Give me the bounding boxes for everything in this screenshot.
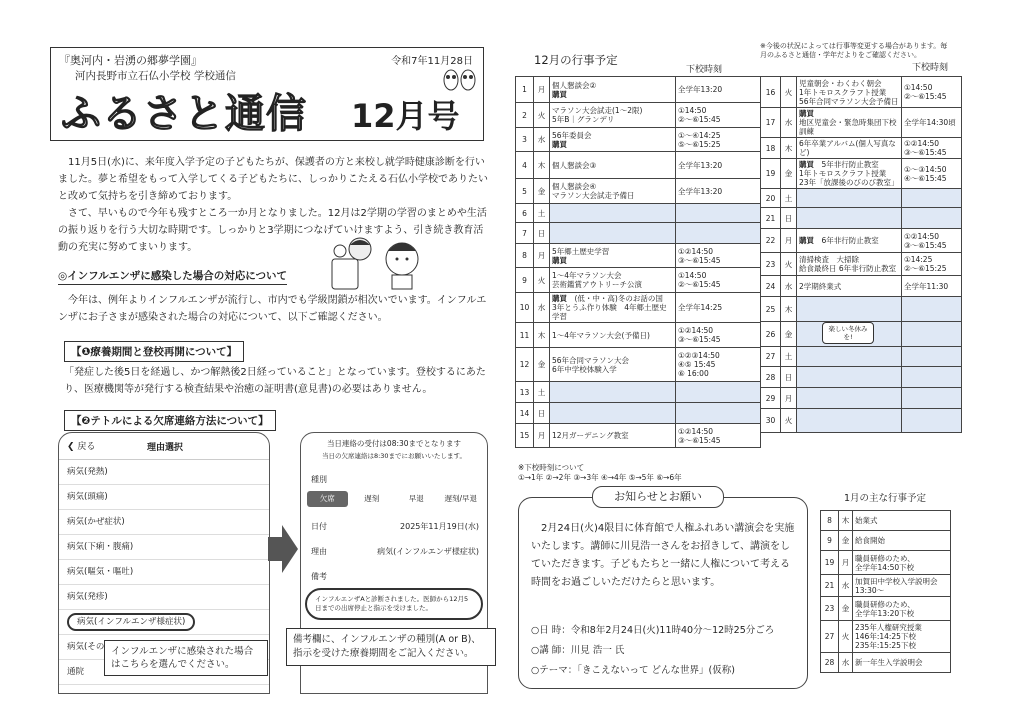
day-number: 2	[516, 103, 534, 128]
weekday: 月	[781, 229, 797, 253]
january-title: 1月の主な行事予定	[844, 493, 927, 504]
day-number: 22	[761, 229, 781, 253]
weekday: 金	[534, 179, 550, 204]
event-cell	[550, 382, 676, 403]
dismissal-time-cell: 全学年14:30頃	[902, 108, 962, 138]
type-absent-button[interactable]: 欠席	[307, 491, 348, 507]
dismissal-time-cell: ①②14:50 ③～⑥15:45	[902, 138, 962, 159]
day-number: 12	[516, 348, 534, 382]
arrow-right-icon	[268, 525, 298, 573]
issue-month: 12月号	[351, 97, 460, 135]
back-label: 戻る	[77, 442, 96, 452]
winter-break-sign: 楽しい冬休みを!	[822, 322, 874, 344]
notice-title: お知らせとお願い	[592, 486, 724, 508]
event-cell	[797, 208, 902, 229]
dismissal-time-cell: ①②14:50 ③～⑥15:45	[676, 424, 761, 448]
calendar-row	[516, 403, 761, 424]
dismissal-time-cell: ①②14:50 ③～⑥15:45	[676, 244, 761, 268]
weekday: 金	[781, 322, 797, 347]
day-number: 28	[761, 367, 781, 388]
weekday: 木	[534, 323, 550, 348]
event-cell: 給食開始	[853, 531, 951, 551]
dismissal-time-cell: 全学年13:20	[676, 179, 761, 204]
recovery-paragraph: 「発症した後5日を経過し、かつ解熱後2日経っていること」となっています。登校するにあたり、医療機関等が発行する検査結果や治癒の証明書(意見書)の必要はありません。	[64, 367, 486, 395]
calendar-row	[516, 103, 761, 128]
masthead	[50, 47, 484, 141]
dismissal-time-cell: ①14:50 ②～⑥15:45	[902, 77, 962, 108]
dismissal-time-cell: ①②14:50 ③～⑥15:45	[902, 229, 962, 253]
dismissal-time-cell	[902, 208, 962, 229]
weekday: 日	[534, 403, 550, 424]
notice-date: ○日 時：令和8年2月24日(火)11時40分～12時25分ごろ	[531, 625, 775, 636]
deadline-notice: 当日連絡の受付は08:30までとなります	[326, 439, 462, 448]
event-cell: 購買 5年非行防止教室 1年トモロスクラフト授業 23年「放課後のびのび教室」	[797, 159, 902, 189]
january-row	[821, 531, 951, 551]
day-number: 16	[761, 77, 781, 108]
reason-value[interactable]: 病気(インフルエンザ様症状)	[377, 547, 479, 556]
type-label: 種別	[311, 475, 327, 484]
calendar-row	[761, 367, 962, 388]
dismissal-time-cell: 全学年11:30	[902, 276, 962, 297]
event-cell	[797, 409, 902, 433]
event-cell: 購買 6年非行防止教室	[797, 229, 902, 253]
january-row	[821, 597, 951, 621]
calendar-row	[761, 208, 962, 229]
calendar-row	[516, 204, 761, 223]
schedule-change-note: ※今後の状況によっては行事等変更する場合があります。毎月のふるさと通信・学年だよりをご確認ください。	[760, 42, 948, 59]
weekday: 土	[534, 204, 550, 223]
intro-paragraph-1: 11月5日(水)に、来年度入学予定の子どもたちが、保護者の方と来校し就学時健康診断を行いました。夢と希望をもって入学してくる子どもたちに、しっかりこたえる石仏小学校でありたいと改めて気持ちを引き締めております。	[58, 157, 488, 202]
event-cell: 購買 地区児童会・緊急時集団下校訓練	[797, 108, 902, 138]
notice-body: 2月24日(火)4限目に体育館で人権ふれあい講演会を実施いたします。講師に川見浩一さんをお招きして、講演をしていただきます。子どもたちと一緒に人権について考える時間をお過ごしいただけたらと思います。	[531, 523, 795, 588]
event-cell: 5年郷土歴史学習 購買	[550, 244, 676, 268]
dismissal-time-cell: ①②③14:50 ④⑤ 15:45 ⑥ 16:00	[676, 348, 761, 382]
calendar-row	[516, 128, 761, 152]
event-cell: 1～4年マラソン大会 芸術鑑賞アウトリーチ公演	[550, 268, 676, 293]
event-cell: 1～4年マラソン大会(予備日)	[550, 323, 676, 348]
dismissal-footnote-legend: ①→1年 ②→2年 ③→3年 ④→4年 ⑤→5年 ⑥→6年	[518, 473, 682, 482]
day-number: 8	[821, 511, 839, 531]
calendar-row	[516, 152, 761, 179]
calendar-row	[761, 409, 962, 433]
recovery-heading: 【❶療養期間と登校再開について】	[64, 341, 244, 362]
weekday: 月	[839, 551, 853, 575]
type-late-early-button[interactable]: 遅刻/早退	[444, 494, 478, 503]
weekday: 土	[781, 189, 797, 208]
dismissal-time-cell: ①～④14:25 ⑤～⑥15:25	[676, 128, 761, 152]
day-number: 19	[761, 159, 781, 189]
school-tagline: 『奥河内・岩湧の郷夢学園』	[59, 54, 202, 67]
event-cell	[797, 347, 902, 367]
event-cell: 新一年生入学説明会	[853, 653, 951, 673]
calendar-row	[516, 244, 761, 268]
dismissal-time-cell	[676, 403, 761, 424]
december-calendar-left	[515, 76, 761, 448]
reason-option[interactable]: 病気(発熱)	[59, 460, 269, 485]
calendar-row	[516, 424, 761, 448]
memo-label: 備考	[311, 572, 327, 581]
dismissal-time-cell: 全学年14:25	[676, 293, 761, 323]
calendar-row	[516, 179, 761, 204]
weekday: 水	[781, 108, 797, 138]
day-number: 18	[761, 138, 781, 159]
memo-field[interactable]: インフルエンザAと診断されました。医師から12月5日までの出席停止と指示を受けました。	[305, 588, 483, 620]
event-cell: 2学期終業式	[797, 276, 902, 297]
day-number: 14	[516, 403, 534, 424]
notice-box	[518, 497, 808, 689]
calendar-row	[761, 229, 962, 253]
issue-date: 令和7年11月28日	[391, 56, 473, 67]
day-number: 4	[516, 152, 534, 179]
reason-option[interactable]: 病気(その	[59, 635, 269, 660]
weekday: 金	[839, 597, 853, 621]
day-number: 6	[516, 204, 534, 223]
type-early-leave-button[interactable]: 早退	[408, 494, 424, 503]
weekday: 土	[534, 382, 550, 403]
back-button[interactable]	[67, 439, 95, 452]
event-cell: 個人懇談会④ マラソン大会試走予備日	[550, 179, 676, 204]
type-late-button[interactable]: 遅刻	[364, 494, 380, 503]
reason-option[interactable]: 病気(かぜ症状)	[59, 510, 269, 535]
day-number: 15	[516, 424, 534, 448]
weekday: 月	[781, 388, 797, 409]
event-cell: 加賀田中学校入学説明会 13:30～	[853, 575, 951, 597]
dismissal-time-cell	[676, 204, 761, 223]
weekday: 水	[781, 276, 797, 297]
weekday: 月	[534, 244, 550, 268]
calendar-row	[761, 253, 962, 276]
health-check-illustration	[312, 235, 427, 293]
date-label: 日付	[311, 522, 327, 531]
december-calendar-right	[760, 76, 962, 433]
event-cell: 職員研修のため、 全学年14:50下校	[853, 551, 951, 575]
weekday: 火	[781, 77, 797, 108]
memo-callout: 備考欄に、インフルエンザの種別(A or B)、指示を受けた療養期間をご記入ください。	[286, 628, 496, 666]
screen-title: 理由選択	[147, 443, 184, 453]
day-number: 26	[761, 322, 781, 347]
calendar-row	[761, 108, 962, 138]
weekday: 土	[781, 347, 797, 367]
dismissal-footnote-title: ※下校時刻について	[518, 463, 585, 472]
event-cell: 購買 (低・中・高)冬のお話の国 3年とうふ作り体験 4年郷土歴史学習	[550, 293, 676, 323]
absence-contact-heading: 【❷テトルによる欠席連絡方法について】	[64, 410, 276, 431]
reason-option[interactable]: 病気(下痢・腹痛)	[59, 535, 269, 560]
event-cell: 56年委員会 購買	[550, 128, 676, 152]
dismissal-time-cell: ①～③14:50 ④～⑥15:45	[902, 159, 962, 189]
reason-option[interactable]: 病気(頭痛)	[59, 485, 269, 510]
dismissal-time-cell: ①14:50 ②～⑥15:45	[676, 103, 761, 128]
event-cell: 個人懇談会② 購買	[550, 77, 676, 103]
event-cell: 児童朝会・わくわく朝会 1年トモロスクラフト授業 56年合同マラソン大会予備日	[797, 77, 902, 108]
event-cell: 清掃検査 大掃除 給食最終日 6年非行防止教室	[797, 253, 902, 276]
dismissal-time-cell: ①②14:50 ③～⑥15:45	[676, 323, 761, 348]
event-cell: 56年合同マラソン大会 6年中学校体験入学	[550, 348, 676, 382]
notice-theme: ○テーマ：「きこえないって どんな世界」(仮称)	[531, 665, 735, 676]
january-schedule	[820, 510, 951, 673]
day-number: 17	[761, 108, 781, 138]
dismissal-time-cell: ①14:25 ②～⑥15:25	[902, 253, 962, 276]
calendar-row	[761, 77, 962, 108]
day-number: 28	[821, 653, 839, 673]
calendar-row	[516, 348, 761, 382]
day-number: 23	[821, 597, 839, 621]
calendar-row	[761, 189, 962, 208]
event-cell: 個人懇談会③	[550, 152, 676, 179]
day-number: 3	[516, 128, 534, 152]
reason-option[interactable]: 病気(発疹)	[59, 585, 269, 610]
weekday: 日	[781, 367, 797, 388]
calendar-row	[761, 347, 962, 367]
dismissal-time-cell	[676, 382, 761, 403]
reason-option-influenza[interactable]	[59, 610, 269, 635]
weekday: 木	[534, 152, 550, 179]
calendar-row	[516, 323, 761, 348]
weekday: 水	[534, 293, 550, 323]
weekday: 木	[781, 138, 797, 159]
day-number: 21	[821, 575, 839, 597]
dismissal-time-cell: 全学年13:20	[676, 77, 761, 103]
newsletter-title: ふるさと通信	[61, 90, 307, 137]
event-cell	[550, 223, 676, 244]
dismissal-time-cell	[902, 347, 962, 367]
calendar-row	[761, 276, 962, 297]
event-cell	[797, 189, 902, 208]
day-number: 20	[761, 189, 781, 208]
weekday: 火	[534, 103, 550, 128]
weekday: 月	[534, 424, 550, 448]
january-row	[821, 653, 951, 673]
weekday: 木	[781, 297, 797, 322]
day-number: 7	[516, 223, 534, 244]
weekday: 水	[839, 653, 853, 673]
day-number: 27	[761, 347, 781, 367]
dismissal-time-header-left: 下校時刻	[686, 65, 723, 75]
intro-paragraph-2: さて、早いもので今年も残すところ一か月となりました。12月は2学期の学習のまとめや生活の振り返りを行う大切な時期です。しっかりと3学期につなげていけますよう、引き続き教育活動の充実に努めてまいります。	[58, 208, 487, 253]
dismissal-time-cell: 全学年13:20	[676, 152, 761, 179]
dismissal-time-cell	[902, 189, 962, 208]
calendar-row	[516, 223, 761, 244]
weekday: 金	[781, 159, 797, 189]
event-cell	[797, 388, 902, 409]
january-row	[821, 621, 951, 653]
december-title: 12月の行事予定	[534, 53, 618, 67]
weekday: 火	[534, 268, 550, 293]
date-value[interactable]: 2025年11月19日(水)	[400, 522, 479, 531]
calendar-row	[761, 159, 962, 189]
weekday: 火	[781, 253, 797, 276]
school-name: 河内長野市立石仏小学校 学校通信	[75, 70, 236, 82]
influenza-option-label: 病気(インフルエンザ様症状)	[67, 613, 195, 631]
day-number: 21	[761, 208, 781, 229]
influenza-callout: インフルエンザに感染された場合はこちらを選んでください。	[104, 640, 268, 676]
reason-label: 理由	[311, 547, 327, 556]
event-cell: 始業式	[853, 511, 951, 531]
weekday: 日	[534, 223, 550, 244]
day-number: 8	[516, 244, 534, 268]
dismissal-time-cell	[902, 409, 962, 433]
event-cell: 235年人権研究授業 146年:14:25下校 235年:15:25下校	[853, 621, 951, 653]
day-number: 23	[761, 253, 781, 276]
january-row	[821, 511, 951, 531]
weekday: 日	[781, 208, 797, 229]
dismissal-time-cell	[902, 367, 962, 388]
calendar-row	[516, 382, 761, 403]
reason-option[interactable]: 通院	[59, 660, 269, 685]
event-cell: 12月ガーデニング教室	[550, 424, 676, 448]
reason-option[interactable]: 病気(嘔気・嘔吐)	[59, 560, 269, 585]
calendar-row	[516, 268, 761, 293]
day-number: 25	[761, 297, 781, 322]
day-number: 1	[516, 77, 534, 103]
calendar-row	[761, 297, 962, 322]
weekday: 金	[534, 348, 550, 382]
dismissal-time-cell: ①14:50 ②～⑥15:45	[676, 268, 761, 293]
january-row	[821, 575, 951, 597]
owl-icon	[443, 66, 477, 92]
event-cell: 6年卒業アルバム(個人写真など)	[797, 138, 902, 159]
dismissal-time-cell	[676, 223, 761, 244]
dismissal-time-cell	[902, 388, 962, 409]
dismissal-time-cell	[902, 297, 962, 322]
deadline-subnotice: 当日の欠席連絡は8:30までにお願いいたします。	[321, 452, 467, 460]
weekday: 火	[781, 409, 797, 433]
event-cell	[550, 204, 676, 223]
weekday: 水	[839, 575, 853, 597]
day-number: 29	[761, 388, 781, 409]
day-number: 10	[516, 293, 534, 323]
chevron-left-icon: ❮	[67, 442, 75, 452]
day-number: 9	[821, 531, 839, 551]
day-number: 19	[821, 551, 839, 575]
flu-intro	[58, 292, 488, 326]
calendar-row	[516, 293, 761, 323]
calendar-row	[516, 77, 761, 103]
dismissal-time-cell	[902, 322, 962, 347]
flu-paragraph-1: 今年は、例年よりインフルエンザが流行し、市内でも学級閉鎖が相次いでいます。インフルエンザにお子さまが感染された場合の対応について、以下ご確認ください。	[58, 295, 487, 323]
event-cell: マラソン大会試走(1～2限) 5年B｜グランデリ	[550, 103, 676, 128]
recovery-section	[64, 364, 488, 398]
event-cell	[550, 403, 676, 424]
weekday: 木	[839, 511, 853, 531]
event-cell: 職員研修のため、 全学年13:20下校	[853, 597, 951, 621]
day-number: 24	[761, 276, 781, 297]
flu-heading: ◎インフルエンザに感染した場合の対応について	[58, 268, 287, 285]
day-number: 5	[516, 179, 534, 204]
day-number: 30	[761, 409, 781, 433]
weekday: 金	[839, 531, 853, 551]
event-cell	[797, 367, 902, 388]
day-number: 11	[516, 323, 534, 348]
notice-speaker: ○講 師：川見 浩一 氏	[531, 645, 625, 656]
calendar-row	[761, 138, 962, 159]
january-row	[821, 551, 951, 575]
weekday: 月	[534, 77, 550, 103]
day-number: 13	[516, 382, 534, 403]
event-cell	[797, 297, 902, 322]
weekday: 火	[839, 621, 853, 653]
weekday: 水	[534, 128, 550, 152]
calendar-row	[761, 388, 962, 409]
dismissal-time-header-right: 下校時刻	[912, 63, 949, 73]
day-number: 27	[821, 621, 839, 653]
day-number: 9	[516, 268, 534, 293]
